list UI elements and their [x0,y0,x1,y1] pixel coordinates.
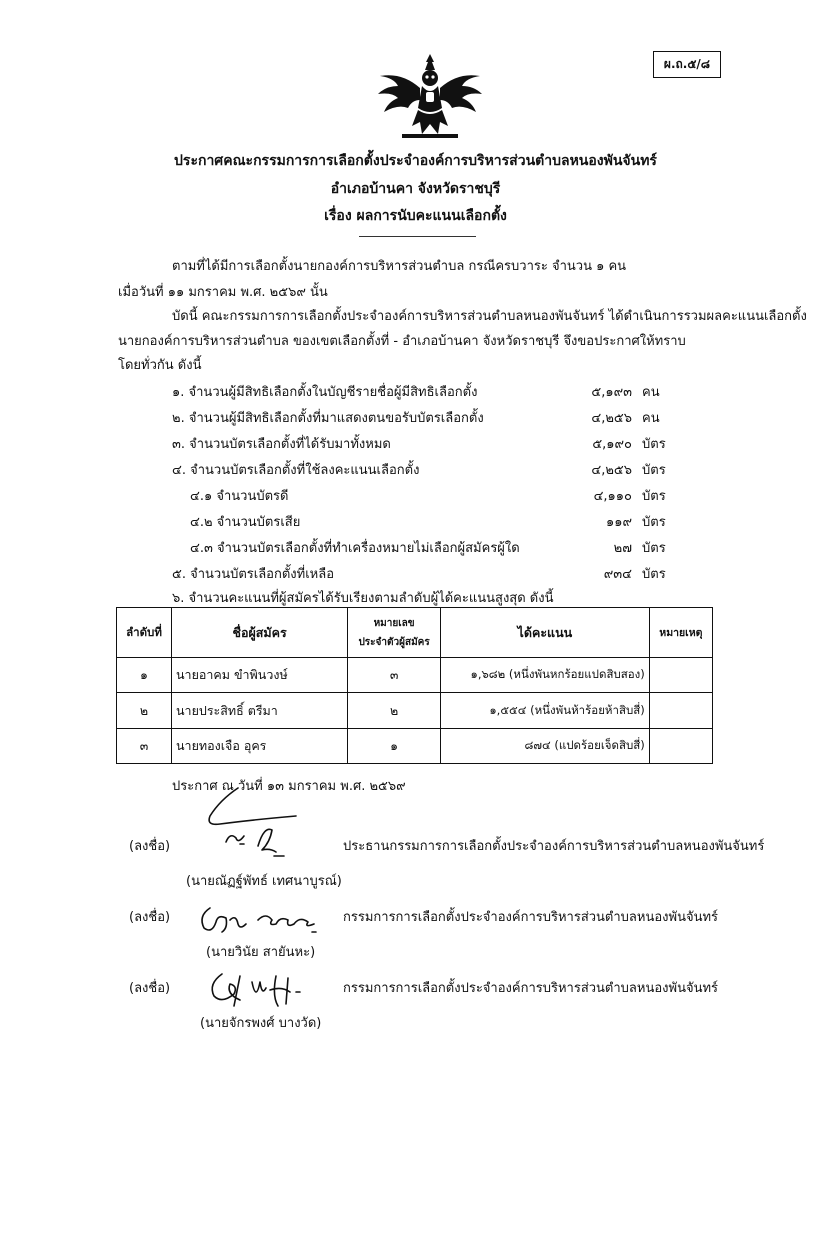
header-name: ชื่อผู้สมัคร [172,608,348,658]
header-number-line2: ประจำตัวผู้สมัคร [358,636,430,648]
item-4-3-label: ๔.๓ จำนวนบัตรเลือกตั้งที่ทำเครื่องหมายไม่เลือกผู้สมัครผู้ใด [190,541,520,556]
form-code: ผ.ถ.๕/๘ [653,51,721,78]
item-4-label: ๔. จำนวนบัตรเลือกตั้งที่ใช้ลงคะแนนเลือกตั้ง [172,463,420,478]
header-rank: ลำดับที่ [117,608,172,658]
intro-p2-line2: นายกองค์การบริหารส่วนตำบล ของเขตเลือกตั้งที่ - อำเภอบ้านคา จังหวัดราชบุรี จึงขอประกาศให้ทราบ [118,334,686,349]
signature-committee-1-icon [196,902,326,940]
header-divider [359,236,476,237]
item-4-1-value: ๔,๑๑๐ [593,489,632,504]
item-4-2-value: ๑๑๙ [605,515,632,530]
row-name: นายประสิทธิ์ ตรีมา [172,693,348,729]
position-1: ประธานกรรมการการเลือกตั้งประจำองค์การบริหารส่วนตำบลหนองพันจันทร์ [343,839,765,854]
announce-date: ประกาศ ณ วันที่ ๑๓ มกราคม พ.ศ. ๒๕๖๙ [172,779,406,794]
sign-label-3: (ลงชื่อ) [129,981,171,996]
table-header-row [117,608,713,658]
intro-p2-line1: บัดนี้ คณะกรรมการการเลือกตั้งประจำองค์การบริหารส่วนตำบลหนองพันจันทร์ ได้ดำเนินการรวมผลคะแนนเลือกตั้ง [172,309,807,324]
sign-label-1: (ลงชื่อ) [129,839,171,854]
item-1-value: ๕,๑๙๓ [591,385,632,400]
item-1-label: ๑. จำนวนผู้มีสิทธิเลือกตั้งในบัญชีรายชื่อผู้มีสิทธิเลือกตั้ง [172,385,478,400]
item-4-2-unit: บัตร [642,515,666,530]
signer-name-1: (นายณัฏฐ์พัทธ์ เทศนาบูรณ์) [186,874,342,889]
item-4-2-label: ๔.๒ จำนวนบัตรเสีย [190,515,301,530]
item-5-value: ๙๓๔ [603,567,632,582]
intro-p1-line2: เมื่อวันที่ ๑๑ มกราคม พ.ศ. ๒๕๖๙ นั้น [118,285,328,300]
row-note [649,693,712,729]
signature-committee-2-icon [204,966,314,1012]
header-line-1: ประกาศคณะกรรมการการเลือกตั้งประจำองค์การบริหารส่วนตำบลหนองพันจันทร์ [174,153,657,169]
item-1-unit: คน [642,385,660,400]
item-4-1-label: ๔.๑ จำนวนบัตรดี [190,489,289,504]
table-row [117,658,713,693]
row-rank: ๑ [117,658,172,693]
row-rank: ๒ [117,693,172,729]
item-4-3-unit: บัตร [642,541,666,556]
sign-label-2: (ลงชื่อ) [129,910,171,925]
row-score: ๑,๖๘๒ (หนึ่งพันหกร้อยแปดสิบสอง) [440,658,649,693]
table-row [117,729,713,764]
row-score: ๘๗๔ (แปดร้อยเจ็ดสิบสี่) [440,729,649,764]
item-4-unit: บัตร [642,463,666,478]
row-number: ๒ [348,693,441,729]
item-2-unit: คน [642,411,660,426]
header-score: ได้คะแนน [440,608,649,658]
header-note: หมายเหตุ [649,608,712,658]
intro-p2-line3: โดยทั่วกัน ดังนี้ [118,358,202,373]
item-5-unit: บัตร [642,567,666,582]
row-score: ๑,๕๕๔ (หนึ่งพันห้าร้อยห้าสิบสี่) [440,693,649,729]
header-number [348,608,441,658]
item-3-label: ๓. จำนวนบัตรเลือกตั้งที่ได้รับมาทั้งหมด [172,437,391,452]
signature-chair-icon [200,786,310,866]
signer-name-2: (นายวินัย สายันหะ) [206,945,316,960]
item-3-unit: บัตร [642,437,666,452]
garuda-emblem-icon [372,50,488,142]
item-5-label: ๕. จำนวนบัตรเลือกตั้งที่เหลือ [172,567,335,582]
item-2-label: ๒. จำนวนผู้มีสิทธิเลือกตั้งที่มาแสดงตนขอรับบัตรเลือกตั้ง [172,411,484,426]
row-name: นายทองเจือ อุคร [172,729,348,764]
results-table [116,607,713,764]
table-row [117,693,713,729]
position-3: กรรมการการเลือกตั้งประจำองค์การบริหารส่วนตำบลหนองพันจันทร์ [343,981,719,996]
item-4-1-unit: บัตร [642,489,666,504]
item-4-value: ๔,๒๕๖ [591,463,632,478]
row-name: นายอาคม ขำพินวงษ์ [172,658,348,693]
header-subject: เรื่อง ผลการนับคะแนนเลือกตั้ง [324,208,507,224]
row-note [649,729,712,764]
header-line-2: อำเภอบ้านคา จังหวัดราชบุรี [330,181,501,197]
item-4-3-value: ๒๗ [613,541,632,556]
intro-p1-line1: ตามที่ได้มีการเลือกตั้งนายกองค์การบริหารส่วนตำบล กรณีครบวาระ จำนวน ๑ คน [172,259,627,274]
item-3-value: ๕,๑๙๐ [592,437,632,452]
item-2-value: ๔,๒๕๖ [591,411,632,426]
signer-name-3: (นายจักรพงศ์ บางวัด) [200,1016,322,1031]
position-2: กรรมการการเลือกตั้งประจำองค์การบริหารส่วนตำบลหนองพันจันทร์ [343,910,719,925]
row-number: ๑ [348,729,441,764]
item-6-label: ๖. จำนวนคะแนนที่ผู้สมัครได้รับเรียงตามลำดับผู้ได้คะแนนสูงสุด ดังนี้ [172,591,554,606]
row-rank: ๓ [117,729,172,764]
row-note [649,658,712,693]
header-number-line1: หมายเลข [373,617,415,629]
row-number: ๓ [348,658,441,693]
